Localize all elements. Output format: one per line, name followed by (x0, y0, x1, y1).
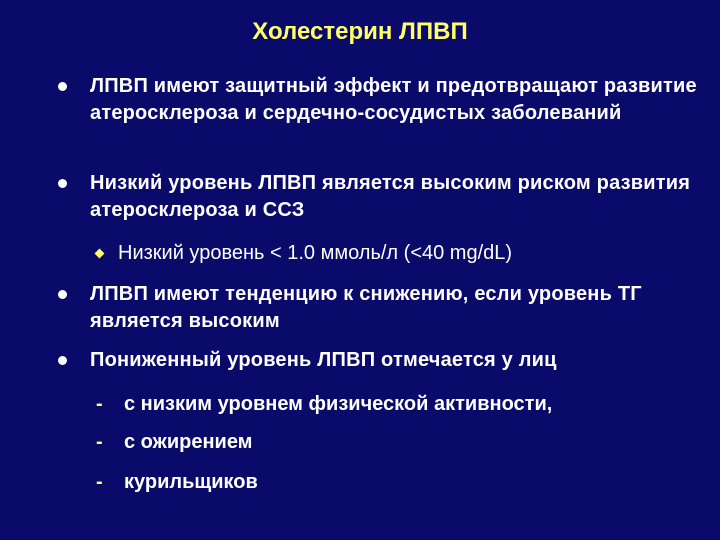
dash-list-item (96, 469, 696, 496)
bullet-item (58, 170, 708, 224)
dash-item-text: с ожирением (124, 431, 253, 453)
bullet-item (58, 347, 708, 374)
bullet-item (58, 73, 708, 127)
bullet-text: Низкий уровень ЛПВП является высоким риском развития атеросклероза и ССЗ (90, 172, 691, 221)
bullet-dot-icon (58, 356, 67, 365)
sub-bullet-text: Низкий уровень < 1.0 ммоль/л (<40 mg/dL) (118, 242, 513, 264)
bullet-item (58, 281, 708, 335)
bullet-text: Пониженный уровень ЛПВП отмечается у лиц (90, 349, 557, 371)
bullet-dot-icon (58, 179, 67, 188)
dash-list-item (96, 429, 696, 456)
bullet-dot-icon (58, 290, 67, 299)
dash-list-item (96, 391, 696, 418)
sub-bullet-item (92, 240, 702, 267)
bullet-text: ЛПВП имеют тенденцию к снижению, если уровень ТГ является высоким (90, 283, 642, 332)
slide-title: Холестерин ЛПВП (252, 18, 468, 45)
bullet-dot-icon (58, 82, 67, 91)
dash-item-text: с низким уровнем физической активности, (124, 393, 553, 415)
bullet-text: ЛПВП имеют защитный эффект и предотвращают развитие атеросклероза и сердечно-сосудистых заболеваний (90, 75, 697, 124)
dash-marker: - (96, 431, 103, 453)
dash-marker: - (96, 393, 103, 415)
dash-marker: - (96, 471, 103, 493)
diamond-bullet-icon (95, 249, 105, 259)
dash-item-text: курильщиков (124, 471, 258, 493)
